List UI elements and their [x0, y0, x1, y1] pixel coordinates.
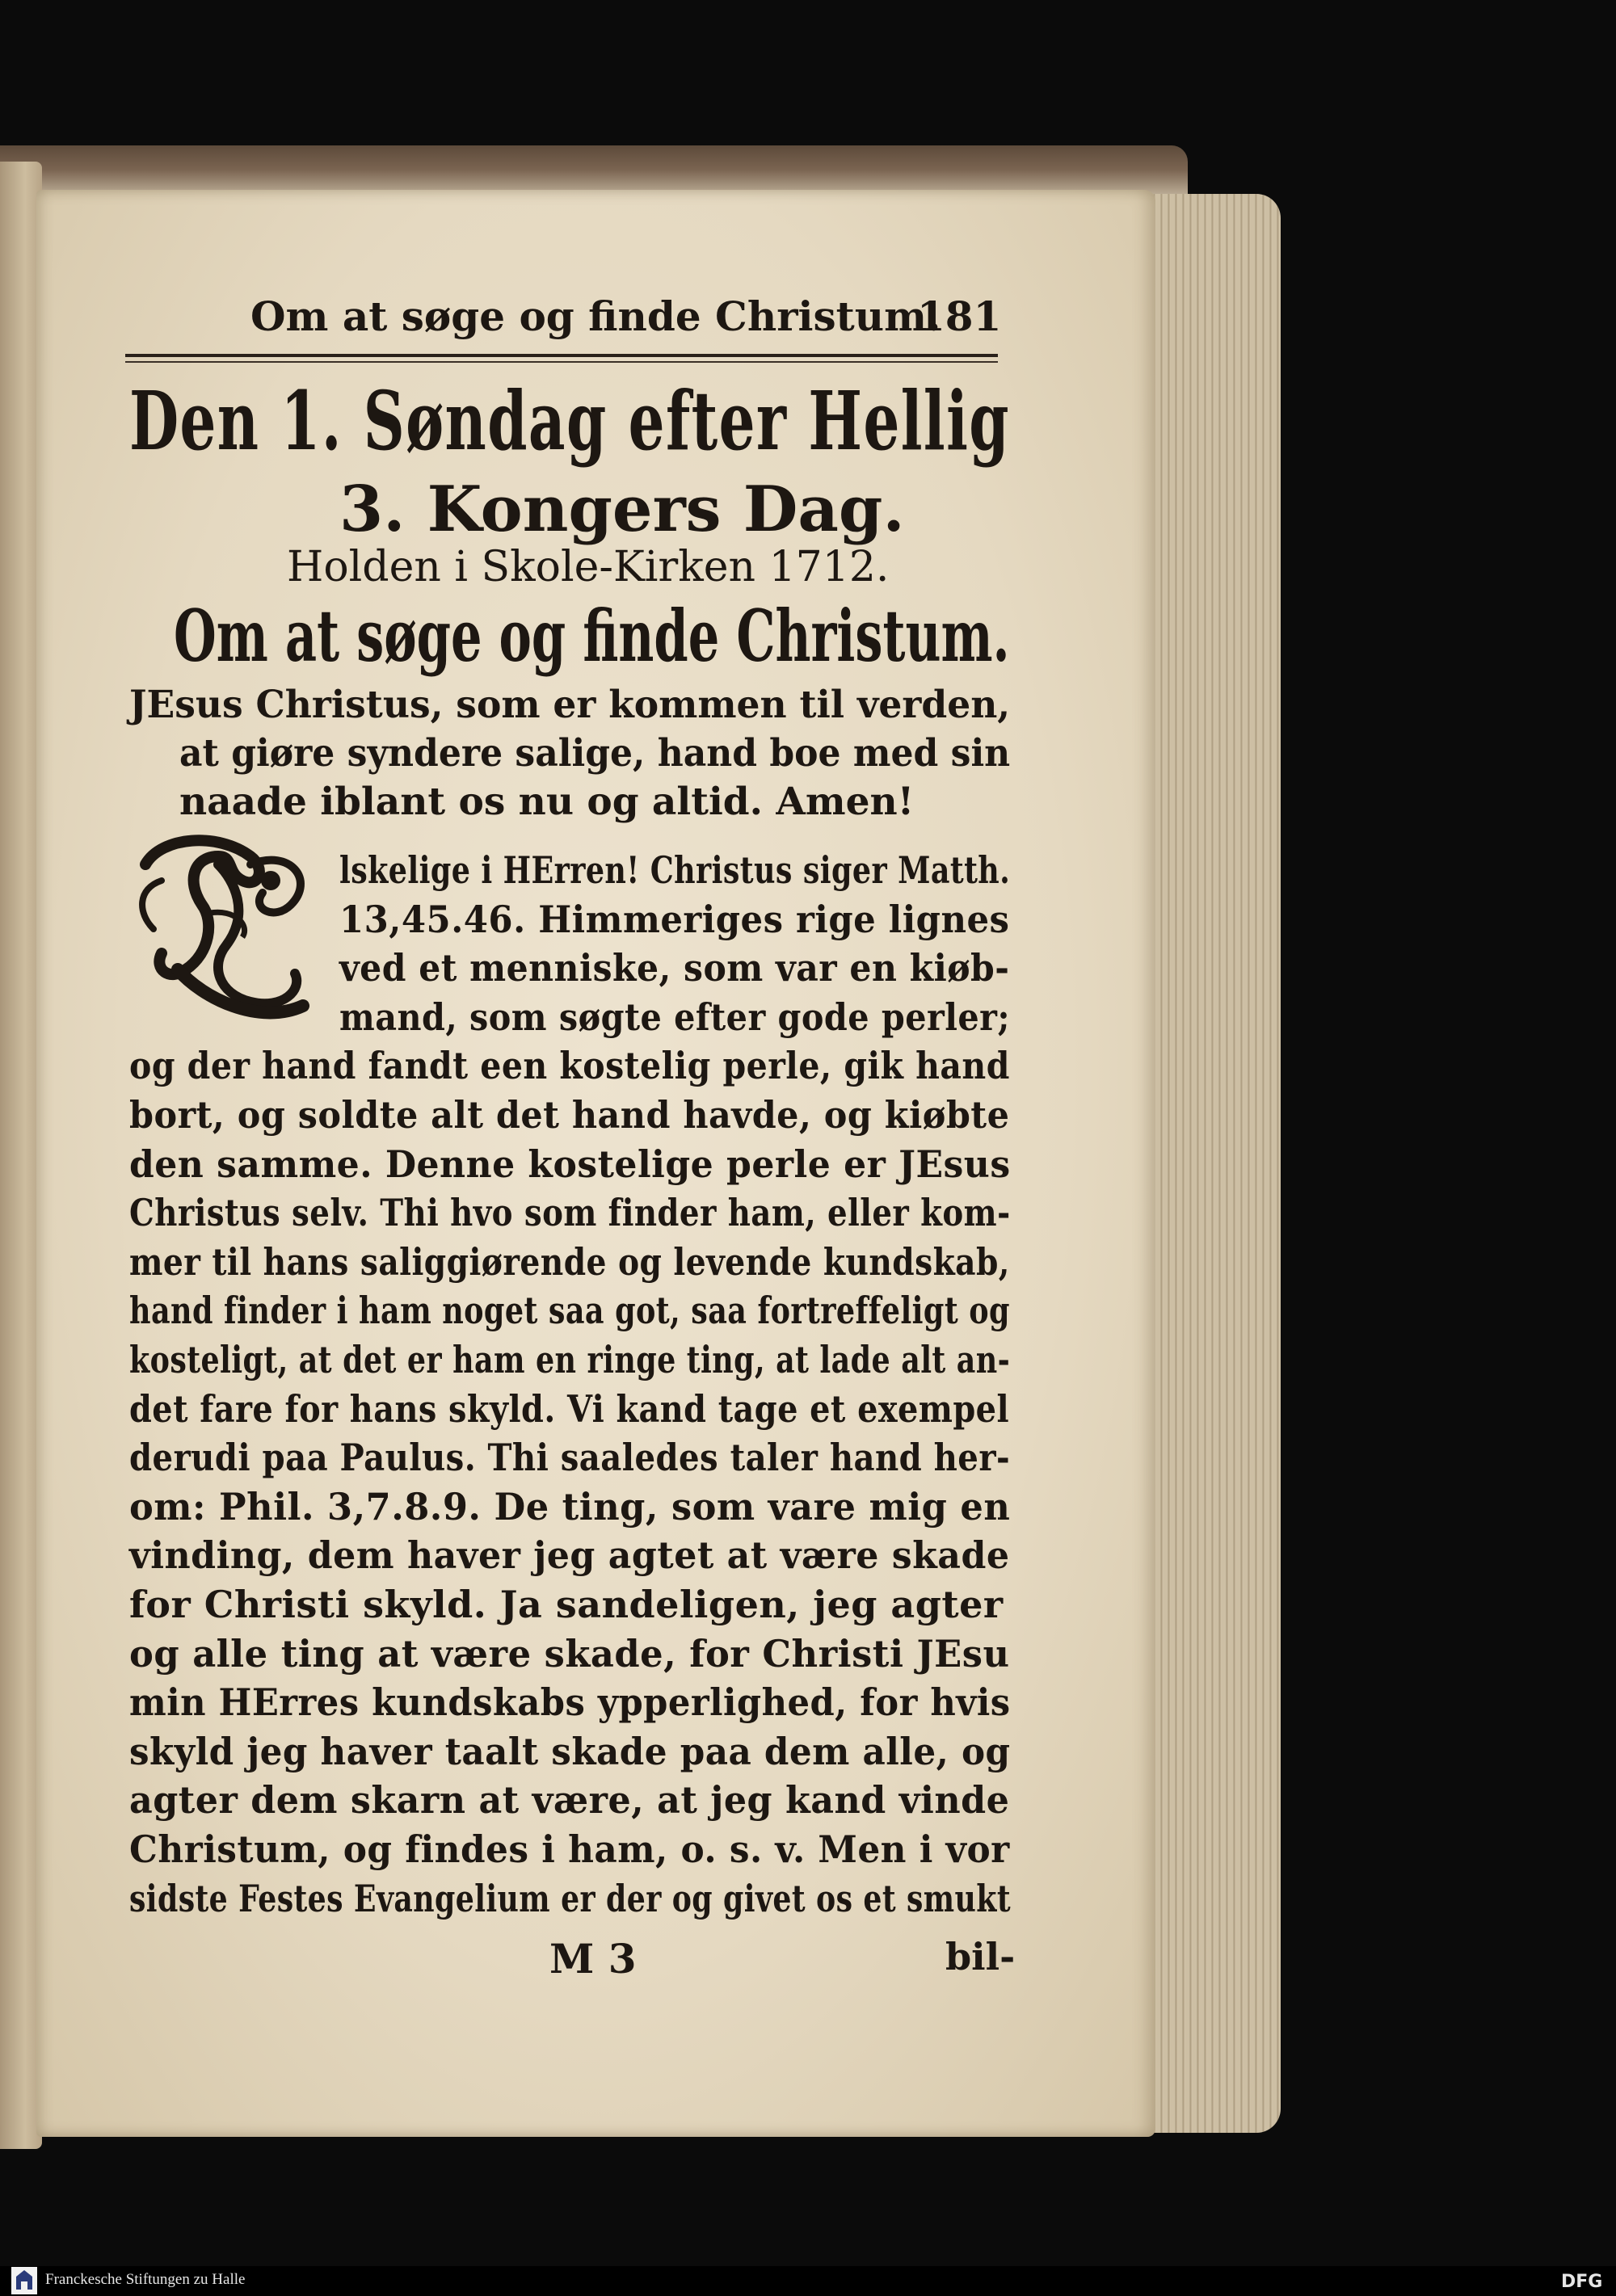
body-line: hand finder i ham noget saa got, saa fortreffeligt og — [129, 1289, 1010, 1333]
body-line: vinding, dem haver jeg agtet at være skade — [129, 1533, 1010, 1578]
body-line-indented: mand, som søgte efter gode perler; — [339, 995, 1011, 1039]
body-line: om: Phil. 3,7.8.9. De ting, som vare mig en — [129, 1484, 1011, 1529]
body-line: derudi paa Paulus. Thi saaledes taler hand her- — [129, 1436, 1011, 1480]
body-line: det fare for hans skyld. Vi kand tage et exempel — [129, 1386, 1010, 1431]
book-cover-top — [0, 145, 1188, 194]
body-line-indented: 13,45.46. Himmeriges rige lignes — [339, 897, 1010, 941]
heading-line-1: Den 1. Søndag efter Hellig — [129, 373, 1010, 469]
dfg-logo-text: DFG — [1561, 2272, 1603, 2292]
running-title: Om at søge og finde Christum. — [250, 292, 941, 340]
body-line: min HErres kundskabs ypperlighed, for hvis — [129, 1680, 1011, 1725]
body-line: bort, og soldte alt det hand havde, og kiøbte — [129, 1093, 1010, 1137]
heading-line-2: 3. Kongers Dag. — [339, 473, 905, 546]
header-rule — [125, 354, 998, 357]
header-rule-thin — [125, 361, 998, 363]
decorated-initial — [129, 832, 323, 1034]
prayer-line: at giøre syndere salige, hand boe med sin — [179, 731, 1011, 776]
body-line: den samme. Denne kostelige perle er JEsus — [129, 1142, 1011, 1186]
body-line: og alle ting at være skade, for Christi JEsu — [129, 1631, 1010, 1676]
body-line: mer til hans saliggiørende og levende kundskab, — [129, 1239, 1010, 1284]
prayer-line: naade iblant os nu og altid. Amen! — [179, 780, 915, 824]
section-title: Om at søge og finde Christum. — [174, 594, 1010, 678]
body-line: og der hand fandt een kostelig perle, gik hand — [129, 1044, 1010, 1088]
body-line-indented: lskelige i HErren! Christus siger Matth. — [339, 848, 1011, 892]
page-number: 181 — [917, 292, 1002, 340]
decorated-initial-graphic — [129, 832, 323, 1034]
body-line: skyld jeg haver taalt skade paa dem alle, og — [129, 1729, 1011, 1773]
body-line: Christum, og findes i ham, o. s. v. Men i vor — [129, 1827, 1010, 1871]
body-line: Christus selv. Thi hvo som finder ham, eller kom- — [129, 1191, 1011, 1235]
heading-subtitle: Holden i Skole-Kirken 1712. — [287, 543, 890, 591]
signature-mark: M 3 — [549, 1935, 637, 1983]
body-line-indented: ved et menniske, som var en kiøb- — [339, 946, 1010, 990]
body-line: sidste Festes Evangelium er der og givet os et smukt — [129, 1876, 1011, 1920]
body-line: kosteligt, at det er ham en ringe ting, at lade alt an- — [129, 1338, 1011, 1381]
institution-name: Franckesche Stiftungen zu Halle — [45, 2271, 246, 2288]
prayer-line: JEsus Christus, som er kommen til verden, — [129, 683, 1011, 727]
body-line: for Christi skyld. Ja sandeligen, jeg agter — [129, 1583, 1004, 1626]
dfg-logo — [1559, 2269, 1606, 2292]
institution-logo-icon — [11, 2267, 37, 2294]
catchword: bil- — [945, 1935, 1016, 1979]
body-line: agter dem skarn at være, at jeg kand vinde — [129, 1778, 1010, 1823]
